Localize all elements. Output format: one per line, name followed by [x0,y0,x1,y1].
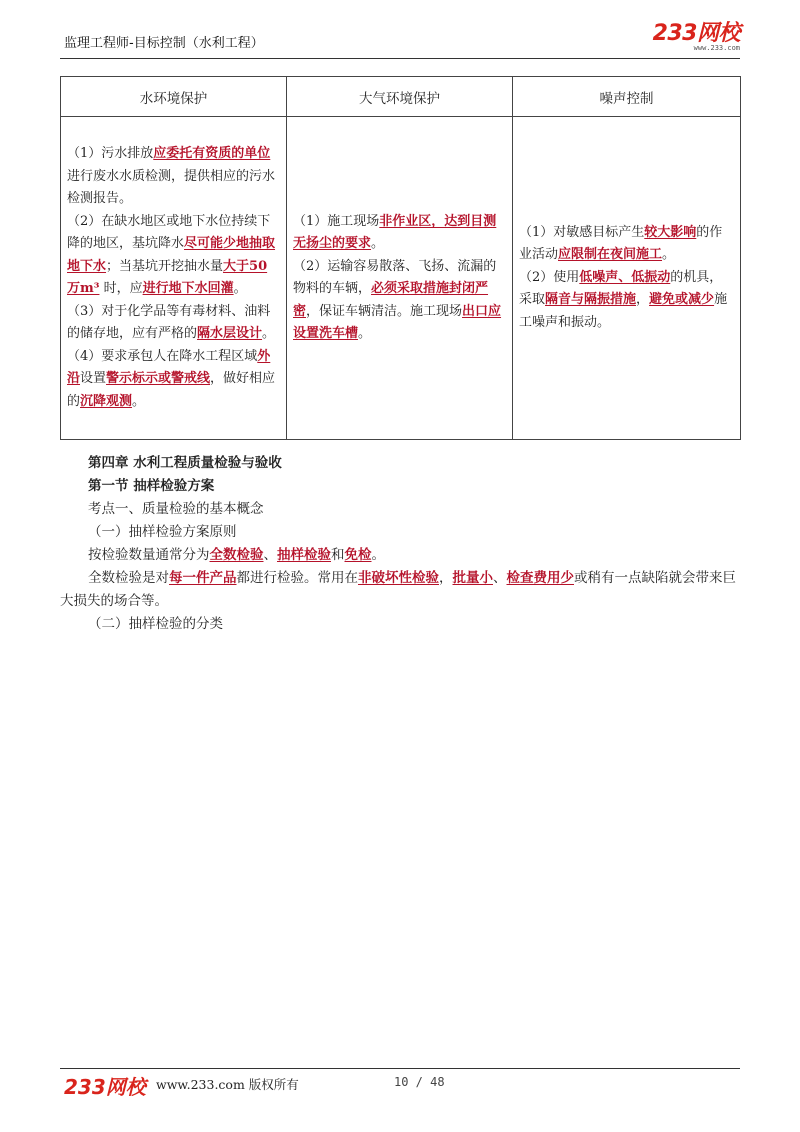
paragraph-2 [60,567,740,613]
text-run: 或稍有一点缺陷就会带来巨大损失的场合等。 [60,570,736,609]
table-header-row [61,77,741,117]
text-run: 。 [662,247,676,263]
text-run: （4）要求承包人在降水工程区域 [67,348,258,364]
text-run: （1）对敏感目标产生 [519,224,645,240]
header-noise: 噪声控制 [513,77,741,117]
air-protection-cell [287,117,513,440]
document-title: 监理工程师-目标控制（水利工程） [64,36,264,51]
brand-logo [653,22,740,52]
copyright-text: www.233.com 版权所有 [156,1077,299,1092]
text-run: 施工噪声和振动。 [519,292,728,330]
emphasis-text: 检查费用少 [506,570,574,586]
text-run: （2）使用 [519,269,580,285]
emphasis-text: 避免或减少 [649,292,715,308]
emphasis-text: 尽可能少地抽取地下水 [67,236,276,274]
text-run: 、 [493,570,507,586]
emphasis-text: 低噪声、低振动 [579,269,671,285]
emphasis-text: 大于50万m³ [67,258,268,296]
text-run: （1）施工现场 [293,213,380,229]
text-run: 时，应 [99,281,143,296]
header-water: 水环境保护 [61,77,287,117]
emphasis-text: 批量小 [452,570,493,586]
text-run: 。 [233,281,247,296]
emphasis-text: 每一件产品 [169,570,237,586]
emphasis-text: 较大影响 [644,224,697,240]
logo-text: 233网校 [652,21,740,46]
text-run: 都进行检验。常用在 [236,570,358,586]
header-air: 大气环境保护 [287,77,513,117]
text-run: ， [636,292,650,308]
emphasis-text: 应委托有资质的单位 [153,146,271,161]
text-run: 的机具，采取 [519,269,723,308]
logo-url: www.233.com [693,44,740,52]
text-run: ，保证车辆清洁。施工现场 [306,303,463,319]
paragraph-1 [60,544,740,567]
emphasis-text: 应限制在夜间施工 [558,247,663,263]
text-run: （3）对于化学品等有毒材料、油料的储存地，应有严格的 [67,303,271,341]
text-run: 全数检验是对 [88,570,169,586]
cell-paragraph [67,211,280,301]
text-run: 设置 [80,371,107,386]
page-footer [60,1068,740,1099]
text-run: 。 [371,547,385,563]
text-run: 。 [262,326,276,341]
text-run: 。 [371,236,385,251]
text-run: ，做好相应的 [67,371,276,409]
text-run: （1）污水排放 [67,146,154,161]
text-run: ， [439,570,453,586]
text-run: 。 [132,393,146,409]
emphasis-text: 非破坏性检验 [358,570,439,586]
subheading-1: （一）抽样检验方案原则 [88,524,237,540]
text-run: 的作业活动 [519,224,723,263]
cell-paragraph [293,256,506,346]
text-run: （2）在缺水地区或地下水位持续下降的地区，基坑降水 [67,213,271,251]
section-heading: 第一节 抽样检验方案 [88,478,215,494]
chapter-heading: 第四章 水利工程质量检验与验收 [88,455,282,471]
water-protection-cell [61,117,287,440]
emphasis-text: 全数检验 [209,547,264,563]
cell-paragraph [519,222,734,267]
cell-paragraph [67,301,280,346]
emphasis-text: 外沿 [67,348,271,386]
emphasis-text: 抽样检验 [277,547,331,563]
emphasis-text: 隔音与隔振措施 [545,292,637,308]
cell-paragraph [67,346,280,414]
text-run: ；当基坑开挖抽水量 [106,258,224,274]
environment-protection-table [60,76,741,440]
emphasis-text: 进行地下水回灌 [142,281,234,296]
text-run: 进行废水水质检测，提供相应的污水检测报告。 [67,168,276,206]
text-run: 按检验数量通常分为 [88,547,210,563]
emphasis-text: 免检 [344,547,372,563]
text-run: （2）运输容易散落、飞扬、流漏的物料的车辆， [293,258,497,296]
table-row [61,117,741,440]
text-run: 、 [263,547,277,563]
page-number: 10 / 48 [394,1075,445,1089]
noise-control-cell [513,117,741,440]
emphasis-text: 隔水层设计 [197,326,263,341]
subheading-2: （二）抽样检验的分类 [88,616,223,632]
cell-paragraph [519,267,734,335]
emphasis-text: 警示标示或警戒线 [106,371,211,386]
emphasis-text: 出口应设置洗车槽 [293,303,502,341]
text-run: 。 [358,326,372,341]
cell-paragraph [293,211,506,256]
emphasis-text: 沉降观测 [80,393,133,409]
emphasis-text: 非作业区，达到目测无扬尘的要求 [293,213,497,251]
topic-heading: 考点一、质量检验的基本概念 [88,501,264,517]
page-body [60,452,740,636]
cell-paragraph [67,143,280,211]
page-header [60,22,740,59]
emphasis-text: 必须采取措施封闭严密 [293,281,489,319]
text-run: 和 [331,547,345,563]
footer-logo: 233网校 [64,1075,146,1099]
